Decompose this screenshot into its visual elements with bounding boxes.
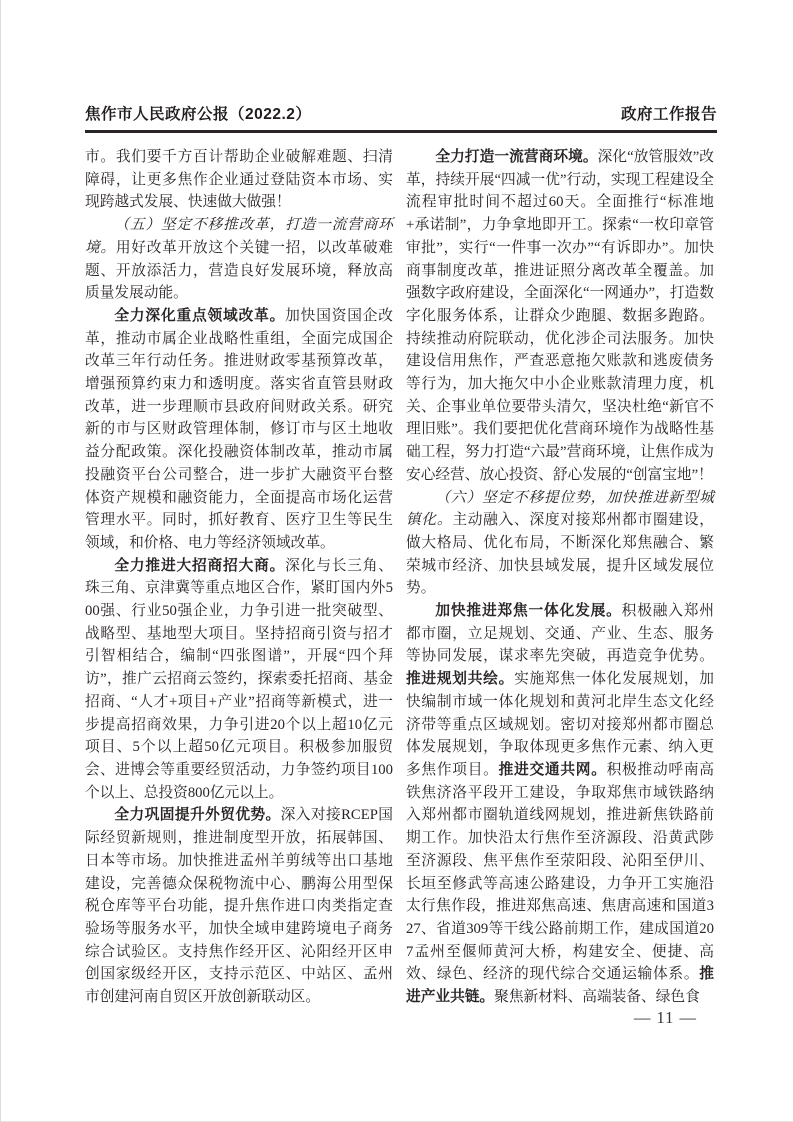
body-text: 加快国资国企改革，推动市属企业战略性重组，全面完成国企改革三年行动任务。推进财政零基预算改革，增强预算约束力和透明度。落实省直管县财政改革，进一步理顺市县政府间财政关系。研究新的市与区财政管理体制，修订市与区土地收益分配政策。深化投融资体制改革，推动市属投融资平台公司整合，进一步扩大融资平台整体资产规模和融资能力，全面提高市场化运营管理水平。同时，抓好教育、医疗卫生等民生领域，和价格、电力等经济领域改革。 — [85, 307, 393, 551]
body-text: 积极推动呼南高铁焦济洛平段开工建设，争取郑焦市域铁路纳入郑州都市圈轨道线网规划，推进新焦铁路前期工作。加快沿太行焦作至济源段、沿黄武陟至济源段、焦平焦作至荥阳段、沁阳至伊川、长垣至修武等高速公路建设，力争开工实施沿太行焦作段，推进郑焦高速、焦唐高速和国道327、省道309等干线公路前期工作，建成国道207孟州至偃师黄河大桥，构建安全、便捷、高效、绿色、经济的现代综合交通运输体系。 — [406, 761, 714, 983]
subsection-heading: （六）坚定不移提位势，加快推进新型城镇化。 — [406, 489, 714, 529]
body-text: 实施郑焦一体化发展规划，加快编制市域一体化规划和黄河北岸生态文化经济带等重点区域规划。密切对接郑州都市圈总体发展规划，争取体现更多焦作元素、纳入更多焦作项目。 — [406, 671, 714, 778]
body-text: 深化与长三角、珠三角、京津冀等重点地区合作，紧盯国内外500强、行业50强企业，力争引进一批突破型、战略型、基地型大项目。坚持招商引资与招才引智相结合，编制“四张图谱”，开展“四个拜访”，推广云招商云签约，探索委托招商、基金招商、“人才+项目+产业”招商等新模式，进一步提高招商效果，力争引进20个以上超10亿元项目、5个以上超50亿元项目。积极参加服贸会、进博会等重要经贸活动，力争签约项目100个以上、总投资800亿元以上。 — [85, 557, 393, 801]
paragraph — [85, 555, 393, 805]
body-text: 聚焦新材料、高端装备、绿色食 — [494, 989, 700, 1006]
body-text: 主动融入、深度对接郑州都市圈建设，做大格局、优化布局，不断深化郑焦融合、繁荣城市经济、加快县域发展，提升区域发展位势。 — [406, 512, 714, 597]
page-body — [85, 146, 714, 1009]
page-header — [85, 102, 717, 133]
paragraph — [85, 146, 393, 214]
paragraph — [406, 487, 714, 601]
body-text: 深入对接RCEP国际经贸新规则，推进制度型开放，拓展韩国、日本等市场。加快推进孟州羊剪绒等出口基地建设，完善德众保税物流中心、鹏海公用型保税仓库等平台功能，提升焦作进口肉类指定查验场等服务水平，加快全域申建跨境电子商务综合试验区。支持焦作经开区、沁阳经开区申创国家级经开区，支持示范区、中站区、孟州市创建河南自贸区开放创新联动区。 — [85, 807, 393, 1006]
body-text: 深化“放管服效”改革，持续开展“四减一优”行动，实现工程建设全流程审批时间不超过60天。全面推行“标准地+承诺制”，力争拿地即开工。探索“一枚印章管审批”，实行“一件事一次办”“有诉即办”。加快商事制度改革，推进证照分离改革全覆盖。加强数字政府建设，全面深化“一网通办”，打造数字化服务体系，让群众少跑腿、数据多跑路。持续推动府院联动，优化涉企司法服务。加快建设信用焦作，严查恶意拖欠账款和逃废债务等行为，加大拖欠中小企业账款清理力度，机关、企事业单位要带头清欠，坚决杜绝“新官不理旧账”。我们要把优化营商环境作为战略性基础工程，努力打造“六最”营商环境，让焦作成为安心经营、放心投资、舒心发展的“创富宝地”！ — [406, 149, 714, 483]
page-number: — 11 — — [633, 1008, 697, 1027]
paragraph — [85, 305, 393, 555]
lead-in-emphasis: 全力深化重点领域改革。 — [114, 307, 286, 324]
lead-in-emphasis: 推进产业共链。 — [406, 966, 714, 1006]
body-text: 市。我们要千方百计帮助企业破解难题、扫清障碍，让更多焦作企业通过登陆资本市场、实现跨越式发展、快速做大做强！ — [85, 149, 393, 211]
lead-in-emphasis: 全力打造一流营商环境。 — [435, 149, 598, 165]
paragraph — [85, 214, 393, 305]
body-text: 用好改革开放这个关键一招，以改革破难题、开放添活力，营造良好发展环境，释放高质量发展动能。 — [85, 239, 393, 302]
lead-in-emphasis: 加快推进郑焦一体化发展。 — [435, 603, 622, 620]
paragraph — [85, 804, 393, 1008]
right-column — [406, 146, 714, 1009]
report-title: 政府工作报告 — [620, 106, 717, 123]
paragraph — [406, 600, 714, 1009]
subsection-heading: （五）坚定不移推改革，打造一流营商环境。 — [85, 217, 393, 256]
gazette-title: 焦作市人民政府公报（2022.2） — [85, 106, 312, 123]
lead-in-emphasis: 推进交通共网。 — [498, 761, 607, 778]
lead-in-emphasis: 全力巩固提升外贸优势。 — [114, 807, 281, 824]
paragraph — [406, 146, 714, 487]
body-text: 积极融入郑州都市圈，立足规划、交通、产业、生态、服务等协同发展，谋求率先突破，再造竞争优势。 — [406, 603, 714, 665]
lead-in-emphasis: 推进规划共绘。 — [406, 671, 515, 688]
left-column — [85, 146, 393, 1009]
lead-in-emphasis: 全力推进大招商招大商。 — [114, 557, 286, 574]
